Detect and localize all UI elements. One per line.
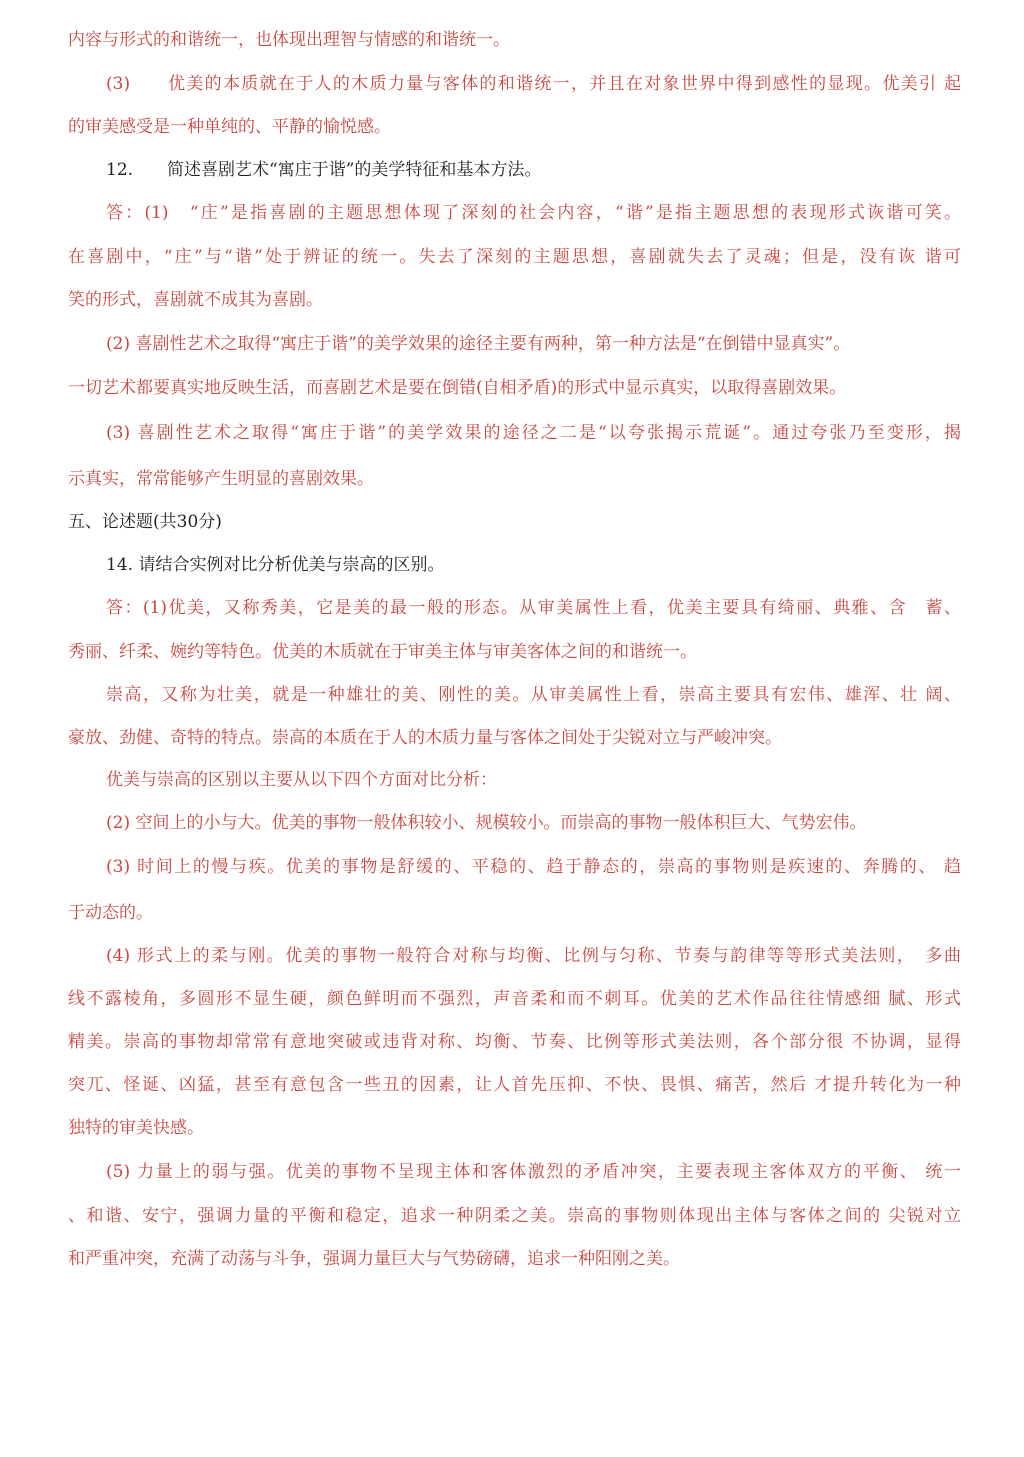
text-line: 于动态的。 bbox=[68, 903, 153, 923]
text-line: 答：(1)优美，又称秀美，它是美的最一般的形态。从审美属性上看，优美主要具有绮丽、典雅、含 蓄、 bbox=[106, 598, 961, 618]
section-heading: 五、论述题(共30分) bbox=[68, 512, 222, 532]
text-line: 一切艺术都要真实地反映生活，而喜剧艺术是要在倒错(自相矛盾)的形式中显示真实，以取得喜剧效果。 bbox=[68, 378, 847, 398]
text-line: 的审美感受是一种单纯的、平静的愉悦感。 bbox=[68, 117, 391, 137]
text-line: 豪放、劲健、奇特的特点。崇高的本质在于人的木质力量与客体之间处于尖锐对立与严峻冲突。 bbox=[68, 728, 782, 748]
question-heading: 12. 简述喜剧艺术“寓庄于谐”的美学特征和基本方法。 bbox=[106, 160, 542, 180]
text-line: 答：(1) “庄”是指喜剧的主题思想体现了深刻的社会内容，“谐”是指主题思想的表现形式诙谐可笑。 bbox=[106, 203, 961, 223]
text-line: (3) 优美的本质就在于人的木质力量与客体的和谐统一，并且在对象世界中得到感性的显现。优美引 起 bbox=[106, 74, 961, 94]
text-line: (2) 空间上的小与大。优美的事物一般体积较小、规模较小。而崇高的事物一般体积巨大、气势宏伟。 bbox=[106, 813, 867, 833]
text-line: 在喜剧中，“庄”与“谐”处于辨证的统一。失去了深刻的主题思想，喜剧就失去了灵魂；但是，没有诙 谐可 bbox=[68, 247, 961, 267]
text-line: (4) 形式上的柔与刚。优美的事物一般符合对称与均衡、比例与匀称、节奏与韵律等等形式美法则， 多曲 bbox=[106, 946, 961, 966]
text-line: 、和谐、安宁，强调力量的平衡和稳定，追求一种阴柔之美。崇高的事物则体现出主体与客体之间的 尖锐对立 bbox=[68, 1206, 961, 1226]
text-line: (2) 喜剧性艺术之取得“寓庄于谐”的美学效果的途径主要有两种，第一种方法是“在倒错中显真实”。 bbox=[106, 334, 851, 354]
text-line: (3) 时间上的慢与疾。优美的事物是舒缓的、平稳的、趋于静态的，崇高的事物则是疾速的、奔腾的、 趋 bbox=[106, 857, 961, 877]
text-line: 突兀、怪诞、凶猛，甚至有意包含一些丑的因素，让人首先压抑、不快、畏惧、痛苦，然后 才提升转化为一种 bbox=[68, 1075, 961, 1095]
text-line: 秀丽、纤柔、婉约等特色。优美的木质就在于审美主体与审美客体之间的和谐统一。 bbox=[68, 642, 697, 662]
question-heading: 14. 请结合实例对比分析优美与崇高的区别。 bbox=[106, 555, 445, 575]
text-line: 优美与崇高的区别以主要从以下四个方面对比分析： bbox=[106, 770, 497, 790]
text-line: 精美。崇高的事物却常常有意地突破或违背对称、均衡、节奏、比例等形式美法则，各个部分很 不协调，显得 bbox=[68, 1032, 961, 1052]
text-line: 和严重冲突，充满了动荡与斗争，强调力量巨大与气势磅礴，追求一种阳刚之美。 bbox=[68, 1249, 680, 1269]
text-line: 示真实，常常能够产生明显的喜剧效果。 bbox=[68, 469, 374, 489]
text-line: (5) 力量上的弱与强。优美的事物不呈现主体和客体激烈的矛盾冲突，主要表现主客体双方的平衡、 统一 bbox=[106, 1162, 961, 1182]
text-line: (3) 喜剧性艺术之取得“寓庄于谐”的美学效果的途径之二是“以夸张揭示荒诞”。通过夸张乃至变形，揭 bbox=[106, 423, 961, 443]
text-line: 笑的形式，喜剧就不成其为喜剧。 bbox=[68, 290, 323, 310]
text-line: 内容与形式的和谐统一，也体现出理智与情感的和谐统一。 bbox=[68, 30, 510, 50]
text-line: 崇高，又称为壮美，就是一种雄壮的美、刚性的美。从审美属性上看，崇高主要具有宏伟、雄浑、壮 阔、 bbox=[106, 685, 961, 705]
text-line: 线不露棱角，多圆形不显生硬，颜色鲜明而不强烈，声音柔和而不刺耳。优美的艺术作品往往情感细 腻、形式 bbox=[68, 989, 961, 1009]
text-line: 独特的审美快感。 bbox=[68, 1118, 204, 1138]
